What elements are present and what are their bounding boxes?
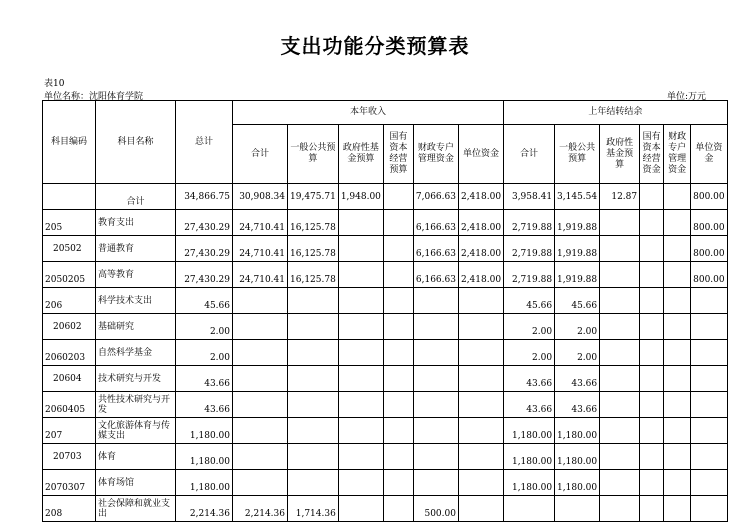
cell-c4 bbox=[383, 262, 413, 288]
cell-c4 bbox=[383, 444, 413, 470]
cell-c1 bbox=[233, 392, 288, 418]
cell-c4 bbox=[383, 340, 413, 366]
table-row bbox=[43, 340, 728, 366]
header-cy-general: 一般公共预算 bbox=[288, 125, 339, 184]
cell-l6 bbox=[691, 314, 728, 340]
cell-l6 bbox=[691, 340, 728, 366]
cell-code: 20502 bbox=[43, 236, 96, 262]
cell-c2 bbox=[288, 314, 339, 340]
cell-code: 206 bbox=[43, 288, 96, 314]
cell-l3 bbox=[600, 366, 640, 392]
cell-l3 bbox=[600, 262, 640, 288]
cell-l4 bbox=[640, 496, 664, 522]
cell-l5 bbox=[664, 236, 691, 262]
header-ly-general: 一般公共预算 bbox=[555, 125, 600, 184]
cell-l4 bbox=[640, 210, 664, 236]
cell-l2: 1,919.88 bbox=[555, 262, 600, 288]
cell-c5: 6,166.63 bbox=[413, 210, 458, 236]
cell-name: 文化旅游体育与传媒支出 bbox=[96, 418, 176, 444]
cell-c6: 2,418.00 bbox=[458, 262, 503, 288]
cell-code: 207 bbox=[43, 418, 96, 444]
cell-l5 bbox=[664, 210, 691, 236]
cell-c5 bbox=[413, 314, 458, 340]
cell-c4 bbox=[383, 366, 413, 392]
cell-c2: 16,125.78 bbox=[288, 210, 339, 236]
cell-c1 bbox=[233, 340, 288, 366]
cell-l4 bbox=[640, 184, 664, 210]
cell-l2: 3,145.54 bbox=[555, 184, 600, 210]
cell-c4 bbox=[383, 470, 413, 496]
cell-code: 20703 bbox=[43, 444, 96, 470]
cell-name: 体育 bbox=[96, 444, 176, 470]
cell-c3 bbox=[338, 470, 383, 496]
cell-c1: 24,710.41 bbox=[233, 236, 288, 262]
cell-l1: 3,958.41 bbox=[504, 184, 555, 210]
cell-l6 bbox=[691, 470, 728, 496]
cell-c5 bbox=[413, 366, 458, 392]
cell-code: 2070307 bbox=[43, 470, 96, 496]
header-total: 总计 bbox=[176, 101, 233, 184]
cell-c4 bbox=[383, 418, 413, 444]
cell-name: 技术研究与开发 bbox=[96, 366, 176, 392]
table-row bbox=[43, 392, 728, 418]
cell-l4 bbox=[640, 340, 664, 366]
header-current-year: 本年收入 bbox=[233, 101, 504, 125]
cell-l4 bbox=[640, 236, 664, 262]
cell-c4 bbox=[383, 392, 413, 418]
cell-c2 bbox=[288, 392, 339, 418]
cell-c3 bbox=[338, 340, 383, 366]
cell-c3 bbox=[338, 314, 383, 340]
cell-name: 体育场馆 bbox=[96, 470, 176, 496]
cell-total: 2.00 bbox=[176, 314, 233, 340]
cell-l3 bbox=[600, 418, 640, 444]
header-cy-sum: 合计 bbox=[233, 125, 288, 184]
cell-c6 bbox=[458, 366, 503, 392]
budget-table bbox=[42, 100, 728, 522]
cell-total: 45.66 bbox=[176, 288, 233, 314]
cell-l6: 800.00 bbox=[691, 262, 728, 288]
cell-l6 bbox=[691, 366, 728, 392]
cell-l4 bbox=[640, 366, 664, 392]
cell-c5 bbox=[413, 418, 458, 444]
cell-l5 bbox=[664, 496, 691, 522]
header-cy-special: 财政专户管理资金 bbox=[413, 125, 458, 184]
cell-code: 2060405 bbox=[43, 392, 96, 418]
header-ly-state-capital: 国有资本经营资金 bbox=[640, 125, 664, 184]
table-row bbox=[43, 262, 728, 288]
cell-l2: 1,919.88 bbox=[555, 236, 600, 262]
cell-l6 bbox=[691, 418, 728, 444]
cell-c2: 1,714.36 bbox=[288, 496, 339, 522]
cell-l4 bbox=[640, 418, 664, 444]
cell-total: 27,430.29 bbox=[176, 236, 233, 262]
header-ly-unit: 单位资金 bbox=[691, 125, 728, 184]
cell-code: 208 bbox=[43, 496, 96, 522]
cell-c6 bbox=[458, 340, 503, 366]
table-row bbox=[43, 184, 728, 210]
cell-c5 bbox=[413, 444, 458, 470]
table-row bbox=[43, 236, 728, 262]
cell-l2: 1,180.00 bbox=[555, 444, 600, 470]
page-title: 支出功能分类预算表 bbox=[280, 34, 470, 58]
cell-c6 bbox=[458, 470, 503, 496]
cell-total: 1,180.00 bbox=[176, 418, 233, 444]
cell-code: 2060203 bbox=[43, 340, 96, 366]
header-ly-gov-fund: 政府性基金预算 bbox=[600, 125, 640, 184]
cell-l1: 45.66 bbox=[504, 288, 555, 314]
cell-l3 bbox=[600, 236, 640, 262]
cell-l2: 43.66 bbox=[555, 392, 600, 418]
header-last-year: 上年结转结余 bbox=[504, 101, 728, 125]
cell-l5 bbox=[664, 470, 691, 496]
cell-c4 bbox=[383, 184, 413, 210]
cell-c5: 7,066.63 bbox=[413, 184, 458, 210]
cell-code: 20602 bbox=[43, 314, 96, 340]
cell-code: 2050205 bbox=[43, 262, 96, 288]
cell-c3 bbox=[338, 236, 383, 262]
cell-l3 bbox=[600, 444, 640, 470]
cell-l6: 800.00 bbox=[691, 210, 728, 236]
cell-l2 bbox=[555, 496, 600, 522]
table-number: 表10 bbox=[44, 79, 65, 89]
cell-l2: 2.00 bbox=[555, 314, 600, 340]
cell-c3 bbox=[338, 210, 383, 236]
cell-total: 2,214.36 bbox=[176, 496, 233, 522]
cell-l2: 2.00 bbox=[555, 340, 600, 366]
cell-c4 bbox=[383, 236, 413, 262]
header-code: 科目编码 bbox=[43, 101, 96, 184]
cell-c6 bbox=[458, 496, 503, 522]
cell-l1: 43.66 bbox=[504, 366, 555, 392]
table-row bbox=[43, 470, 728, 496]
cell-c4 bbox=[383, 314, 413, 340]
cell-l3 bbox=[600, 470, 640, 496]
cell-l4 bbox=[640, 444, 664, 470]
cell-c6: 2,418.00 bbox=[458, 236, 503, 262]
cell-c2 bbox=[288, 288, 339, 314]
cell-code: 205 bbox=[43, 210, 96, 236]
cell-c6: 2,418.00 bbox=[458, 184, 503, 210]
cell-name: 共性技术研究与开发 bbox=[96, 392, 176, 418]
cell-name: 合计 bbox=[96, 184, 176, 210]
cell-l2: 1,180.00 bbox=[555, 418, 600, 444]
cell-c4 bbox=[383, 288, 413, 314]
cell-c6 bbox=[458, 314, 503, 340]
cell-total: 43.66 bbox=[176, 366, 233, 392]
cell-c6 bbox=[458, 444, 503, 470]
header-cy-state-capital: 国有资本经营预算 bbox=[383, 125, 413, 184]
table-row bbox=[43, 210, 728, 236]
cell-l2: 1,180.00 bbox=[555, 470, 600, 496]
cell-l5 bbox=[664, 340, 691, 366]
cell-c5 bbox=[413, 340, 458, 366]
cell-l6: 800.00 bbox=[691, 184, 728, 210]
cell-l3 bbox=[600, 340, 640, 366]
cell-c1 bbox=[233, 314, 288, 340]
cell-l1: 2,719.88 bbox=[504, 210, 555, 236]
cell-c1 bbox=[233, 444, 288, 470]
cell-l5 bbox=[664, 418, 691, 444]
table-row bbox=[43, 314, 728, 340]
cell-l5 bbox=[664, 444, 691, 470]
cell-l2: 45.66 bbox=[555, 288, 600, 314]
cell-c5: 500.00 bbox=[413, 496, 458, 522]
cell-c2 bbox=[288, 340, 339, 366]
cell-c1 bbox=[233, 470, 288, 496]
cell-total: 43.66 bbox=[176, 392, 233, 418]
cell-c2 bbox=[288, 470, 339, 496]
cell-c1 bbox=[233, 418, 288, 444]
cell-name: 自然科学基金 bbox=[96, 340, 176, 366]
cell-c6 bbox=[458, 288, 503, 314]
cell-l1: 1,180.00 bbox=[504, 418, 555, 444]
cell-c2: 16,125.78 bbox=[288, 236, 339, 262]
cell-c1: 30,908.34 bbox=[233, 184, 288, 210]
cell-c1 bbox=[233, 288, 288, 314]
cell-c1: 24,710.41 bbox=[233, 262, 288, 288]
header-ly-special: 财政专户管理资金 bbox=[664, 125, 691, 184]
cell-c3 bbox=[338, 418, 383, 444]
cell-l4 bbox=[640, 470, 664, 496]
cell-c2 bbox=[288, 418, 339, 444]
cell-c4 bbox=[383, 496, 413, 522]
cell-c2: 16,125.78 bbox=[288, 262, 339, 288]
cell-l3: 12.87 bbox=[600, 184, 640, 210]
header-row-1 bbox=[43, 101, 728, 125]
cell-l5 bbox=[664, 288, 691, 314]
cell-c2 bbox=[288, 444, 339, 470]
cell-l1: 1,180.00 bbox=[504, 470, 555, 496]
cell-c3 bbox=[338, 444, 383, 470]
table-row bbox=[43, 418, 728, 444]
cell-name: 基础研究 bbox=[96, 314, 176, 340]
cell-l1: 1,180.00 bbox=[504, 444, 555, 470]
cell-c1: 24,710.41 bbox=[233, 210, 288, 236]
cell-l3 bbox=[600, 210, 640, 236]
cell-l1 bbox=[504, 496, 555, 522]
cell-c5 bbox=[413, 392, 458, 418]
cell-l5 bbox=[664, 314, 691, 340]
cell-l6 bbox=[691, 444, 728, 470]
cell-l6 bbox=[691, 392, 728, 418]
header-name: 科目名称 bbox=[96, 101, 176, 184]
cell-total: 1,180.00 bbox=[176, 470, 233, 496]
cell-name: 普通教育 bbox=[96, 236, 176, 262]
table-row bbox=[43, 496, 728, 522]
cell-c6: 2,418.00 bbox=[458, 210, 503, 236]
cell-l4 bbox=[640, 392, 664, 418]
cell-total: 27,430.29 bbox=[176, 210, 233, 236]
cell-l6 bbox=[691, 288, 728, 314]
header-ly-sum: 合计 bbox=[504, 125, 555, 184]
cell-c1 bbox=[233, 366, 288, 392]
header-cy-unit: 单位资金 bbox=[458, 125, 503, 184]
cell-total: 27,430.29 bbox=[176, 262, 233, 288]
table-row bbox=[43, 288, 728, 314]
cell-name: 高等教育 bbox=[96, 262, 176, 288]
cell-c5: 6,166.63 bbox=[413, 262, 458, 288]
cell-c5 bbox=[413, 470, 458, 496]
cell-c6 bbox=[458, 392, 503, 418]
unit-label: 单位:万元 bbox=[666, 92, 706, 102]
cell-l5 bbox=[664, 366, 691, 392]
cell-total: 1,180.00 bbox=[176, 444, 233, 470]
cell-c5: 6,166.63 bbox=[413, 236, 458, 262]
cell-l6 bbox=[691, 496, 728, 522]
cell-l3 bbox=[600, 314, 640, 340]
cell-l3 bbox=[600, 392, 640, 418]
cell-name: 科学技术支出 bbox=[96, 288, 176, 314]
cell-l1: 2,719.88 bbox=[504, 262, 555, 288]
cell-name: 社会保障和就业支出 bbox=[96, 496, 176, 522]
cell-l2: 1,919.88 bbox=[555, 210, 600, 236]
cell-c5 bbox=[413, 288, 458, 314]
cell-code: 20604 bbox=[43, 366, 96, 392]
cell-c6 bbox=[458, 418, 503, 444]
cell-l5 bbox=[664, 262, 691, 288]
cell-l3 bbox=[600, 496, 640, 522]
cell-l4 bbox=[640, 314, 664, 340]
unit-name: 单位名称：沈阳体育学院 bbox=[44, 92, 144, 102]
cell-c2: 19,475.71 bbox=[288, 184, 339, 210]
cell-c3 bbox=[338, 496, 383, 522]
cell-l3 bbox=[600, 288, 640, 314]
cell-l6: 800.00 bbox=[691, 236, 728, 262]
cell-name: 教育支出 bbox=[96, 210, 176, 236]
header-cy-gov-fund: 政府性基金预算 bbox=[338, 125, 383, 184]
table-row bbox=[43, 444, 728, 470]
cell-c3 bbox=[338, 366, 383, 392]
cell-l5 bbox=[664, 392, 691, 418]
cell-l5 bbox=[664, 184, 691, 210]
cell-c3 bbox=[338, 262, 383, 288]
cell-c3 bbox=[338, 392, 383, 418]
cell-code bbox=[43, 184, 96, 210]
cell-c3 bbox=[338, 288, 383, 314]
cell-total: 34,866.75 bbox=[176, 184, 233, 210]
table-row bbox=[43, 366, 728, 392]
cell-total: 2.00 bbox=[176, 340, 233, 366]
cell-l1: 2.00 bbox=[504, 340, 555, 366]
cell-c1: 2,214.36 bbox=[233, 496, 288, 522]
cell-l1: 43.66 bbox=[504, 392, 555, 418]
cell-c3: 1,948.00 bbox=[338, 184, 383, 210]
cell-l1: 2.00 bbox=[504, 314, 555, 340]
cell-l4 bbox=[640, 262, 664, 288]
cell-l1: 2,719.88 bbox=[504, 236, 555, 262]
cell-c4 bbox=[383, 210, 413, 236]
cell-c2 bbox=[288, 366, 339, 392]
cell-l4 bbox=[640, 288, 664, 314]
cell-l2: 43.66 bbox=[555, 366, 600, 392]
